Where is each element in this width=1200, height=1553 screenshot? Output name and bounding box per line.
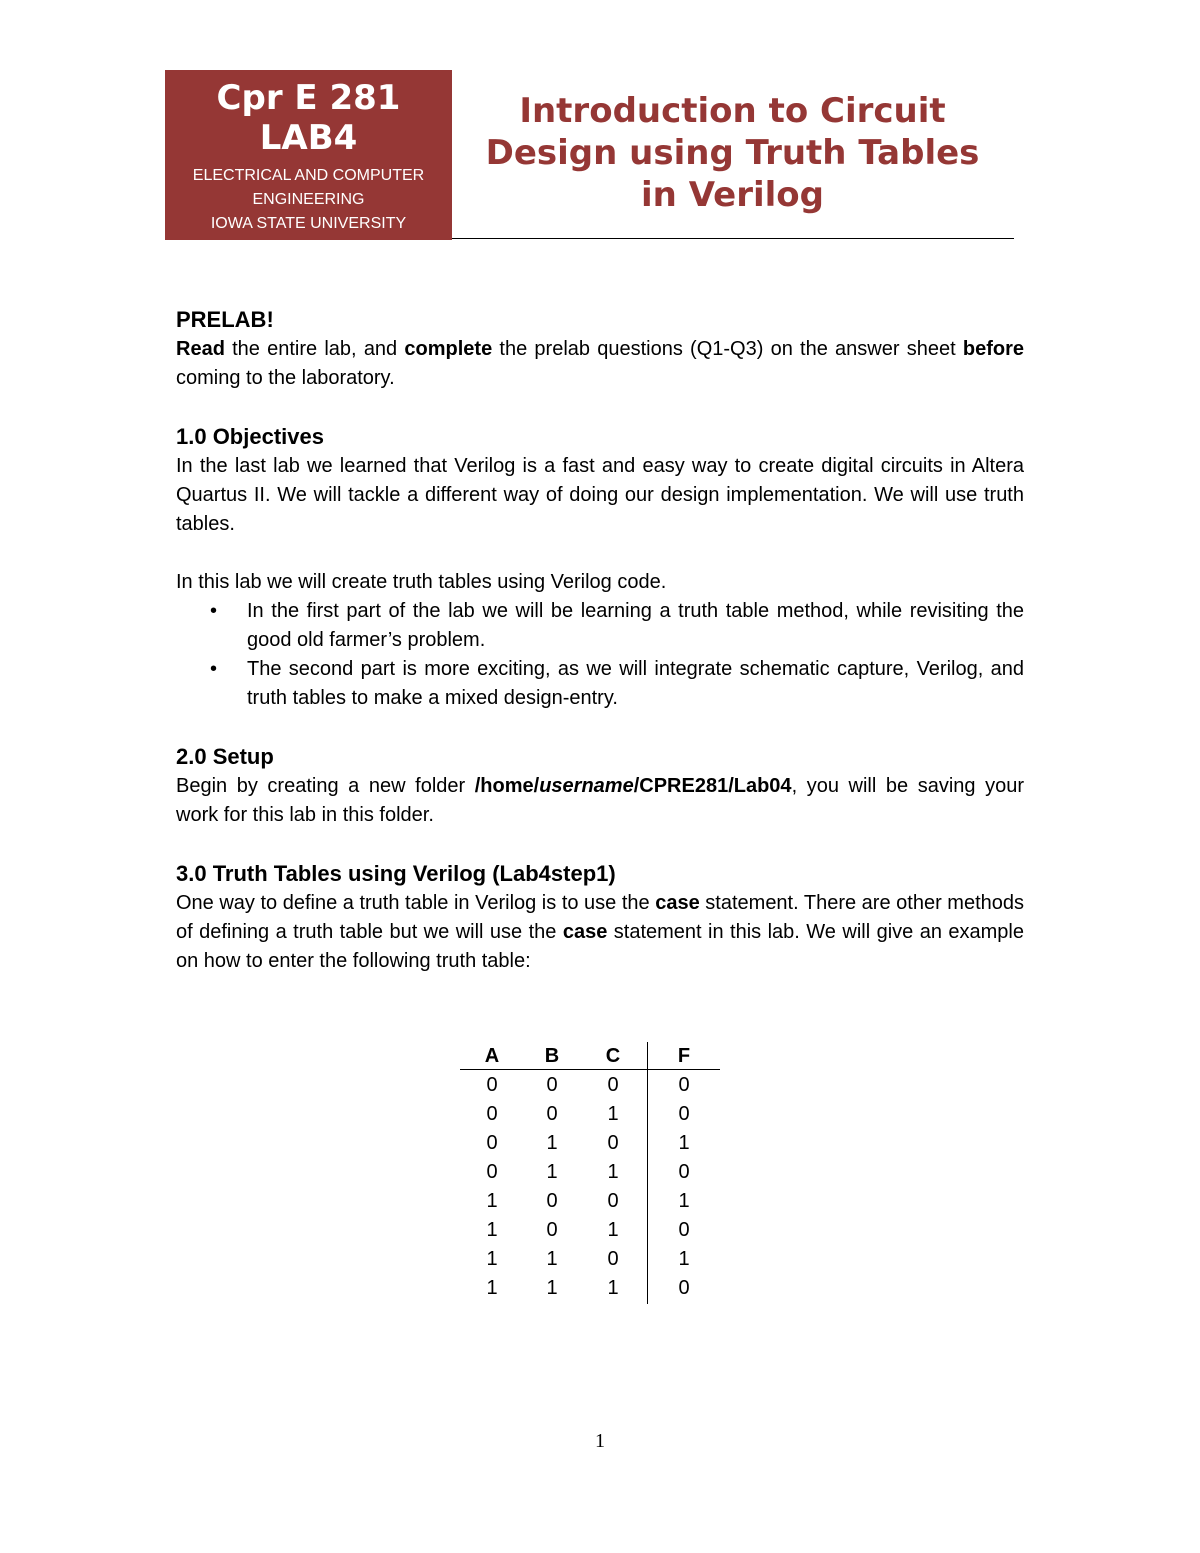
table-row xyxy=(460,1158,720,1187)
table-cell: 1 xyxy=(607,1103,619,1125)
table-cell: 1 xyxy=(486,1219,498,1241)
table-cell: 0 xyxy=(546,1103,558,1125)
truth-text-2: statement. There are other methods of defining a truth table but we will use the xyxy=(176,892,1024,943)
course-header-box xyxy=(165,70,452,240)
list-item xyxy=(176,597,1024,655)
bullet-icon: • xyxy=(210,658,218,680)
objectives-paragraph-1: In the last lab we learned that Verilog is a fast and easy way to create digital circuits in Altera Quartus II. We will tackle a different way of doing our design implementation. We will use truth tables. xyxy=(176,455,1024,535)
case-keyword-2: case xyxy=(562,921,608,943)
truth-tables-paragraph xyxy=(176,889,1024,976)
title-line-1: Introduction to Circuit xyxy=(519,91,946,131)
document-body xyxy=(176,305,1024,976)
path-lab-folder: /CPRE281/Lab04 xyxy=(633,775,792,797)
title-line-2: Design using Truth Tables xyxy=(485,133,980,173)
setup-paragraph xyxy=(176,772,1024,830)
page-number: 1 xyxy=(595,1430,605,1452)
table-cell: 0 xyxy=(607,1132,619,1154)
table-cell: 1 xyxy=(486,1277,498,1299)
prelab-text xyxy=(176,335,1024,393)
table-cell: 0 xyxy=(678,1161,690,1183)
table-cell: 0 xyxy=(678,1074,690,1096)
prelab-heading: PRELAB! xyxy=(176,307,274,332)
document-title xyxy=(460,90,1005,216)
course-code: Cpr E 281 xyxy=(216,78,401,118)
table-cell: 1 xyxy=(607,1161,619,1183)
table-cell: 0 xyxy=(678,1103,690,1125)
objectives-heading: 1.0 Objectives xyxy=(176,424,324,449)
path-username: username xyxy=(539,775,634,797)
table-cell: 1 xyxy=(546,1248,558,1270)
table-cell: 0 xyxy=(546,1219,558,1241)
table-cell: 0 xyxy=(607,1074,619,1096)
setup-text-1: Begin by creating a new folder xyxy=(176,775,475,797)
prelab-complete: complete xyxy=(404,338,493,360)
table-row xyxy=(460,1245,720,1274)
university-name: IOWA STATE UNIVERSITY xyxy=(210,215,407,232)
table-cell: 0 xyxy=(486,1161,498,1183)
prelab-before: before xyxy=(962,338,1024,360)
table-cell: 1 xyxy=(678,1132,690,1154)
table-cell: 1 xyxy=(546,1161,558,1183)
department-line-2: ENGINEERING xyxy=(252,191,365,208)
table-cell: 1 xyxy=(607,1219,619,1241)
setup-heading: 2.0 Setup xyxy=(176,744,274,769)
truth-text-1: One way to define a truth table in Verilog is to use the xyxy=(176,892,656,914)
table-cell: 1 xyxy=(678,1248,690,1270)
table-cell: 0 xyxy=(486,1074,498,1096)
column-header-f: F xyxy=(677,1045,691,1067)
bullet-text-2: The second part is more exciting, as we will integrate schematic capture, Verilog, and truth tables to make a mixed design-entry. xyxy=(247,658,1024,709)
table-row xyxy=(460,1129,720,1158)
truth-table xyxy=(460,1042,720,1303)
table-row xyxy=(460,1071,720,1100)
objectives-list xyxy=(176,597,1024,713)
table-cell: 0 xyxy=(607,1248,619,1270)
table-cell: 1 xyxy=(607,1277,619,1299)
path-home: /home/ xyxy=(474,775,540,797)
department xyxy=(165,164,452,236)
column-header-b: B xyxy=(544,1045,560,1067)
title-line-3: in Verilog xyxy=(641,175,824,215)
table-row xyxy=(460,1216,720,1245)
truth-text-3: statement in this lab. We will give an example on how to enter the following truth table: xyxy=(176,921,1024,972)
case-keyword-1: case xyxy=(655,892,700,914)
table-cell: 0 xyxy=(486,1103,498,1125)
prelab-text-1: the entire lab, and xyxy=(224,338,405,360)
department-line-1: ELECTRICAL AND COMPUTER xyxy=(192,167,425,184)
table-cell: 1 xyxy=(486,1190,498,1212)
folder-path xyxy=(475,775,792,797)
column-header-c: C xyxy=(605,1045,621,1067)
table-cell: 1 xyxy=(678,1190,690,1212)
table-cell: 1 xyxy=(546,1277,558,1299)
setup-text-2: , you will be saving your work for this lab in this folder. xyxy=(176,775,1025,826)
prelab-read: Read xyxy=(176,338,225,360)
prelab-text-3: coming to the laboratory. xyxy=(176,367,395,389)
table-cell: 0 xyxy=(678,1277,690,1299)
list-item xyxy=(176,655,1024,713)
table-cell: 0 xyxy=(546,1074,558,1096)
table-cell: 1 xyxy=(546,1132,558,1154)
header-divider xyxy=(452,238,1014,239)
objectives-paragraph-2: In this lab we will create truth tables using Verilog code. xyxy=(176,571,667,593)
table-cell: 0 xyxy=(486,1132,498,1154)
table-row xyxy=(460,1100,720,1129)
table-cell: 0 xyxy=(607,1190,619,1212)
table-cell: 0 xyxy=(546,1190,558,1212)
table-cell: 0 xyxy=(678,1219,690,1241)
column-header-a: A xyxy=(484,1045,500,1067)
table-row xyxy=(460,1187,720,1216)
lab-number: LAB4 xyxy=(259,118,358,158)
bullet-icon: • xyxy=(210,600,218,622)
table-cell: 1 xyxy=(486,1248,498,1270)
truth-tables-heading: 3.0 Truth Tables using Verilog (Lab4step1) xyxy=(176,861,616,886)
table-header-row xyxy=(460,1042,720,1071)
prelab-text-2: the prelab questions (Q1-Q3) on the answer sheet xyxy=(492,338,963,360)
table-row xyxy=(460,1274,720,1303)
bullet-text-1: In the first part of the lab we will be learning a truth table method, while revisiting the good old farmer’s problem. xyxy=(247,600,1024,651)
